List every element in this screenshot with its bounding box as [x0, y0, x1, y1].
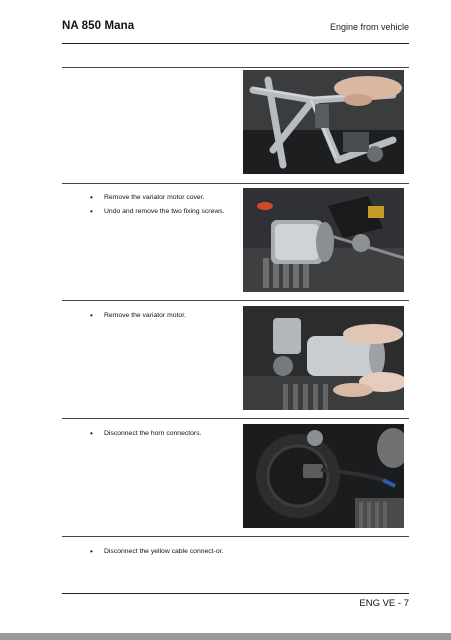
- variator-cover-photo: [243, 188, 404, 292]
- step-instructions: [90, 309, 238, 323]
- step-divider: [62, 183, 409, 184]
- page-number: ENG VE - 7: [359, 598, 409, 609]
- step-divider: [62, 300, 409, 301]
- header-divider: [62, 43, 409, 44]
- step-divider: [62, 67, 409, 68]
- variator-motor-photo: [243, 306, 404, 410]
- instruction-item: • Remove the variator motor cover.: [90, 191, 238, 205]
- document-title: NA 850 Mana: [62, 20, 135, 32]
- instruction-item: [90, 205, 238, 219]
- horn-connectors-photo: [243, 424, 404, 528]
- engine-frame-photo: [243, 70, 404, 174]
- instruction-item: • Disconnect the yellow cable connect-or.: [90, 545, 238, 559]
- section-title: Engine from vehicle: [329, 22, 409, 32]
- instruction-item: • Disconnect the horn connectors.: [90, 427, 238, 441]
- step-instructions: [90, 427, 238, 441]
- step-divider: [62, 418, 409, 419]
- step-instructions: [90, 545, 238, 559]
- instruction-item: • Remove the variator motor.: [90, 309, 238, 323]
- footer-divider: [62, 593, 409, 594]
- step-instructions: [90, 191, 238, 219]
- step-divider: [62, 536, 409, 537]
- instruction-text: Undo and remove the two fixing screws.: [104, 208, 225, 215]
- page-edge: [0, 633, 451, 640]
